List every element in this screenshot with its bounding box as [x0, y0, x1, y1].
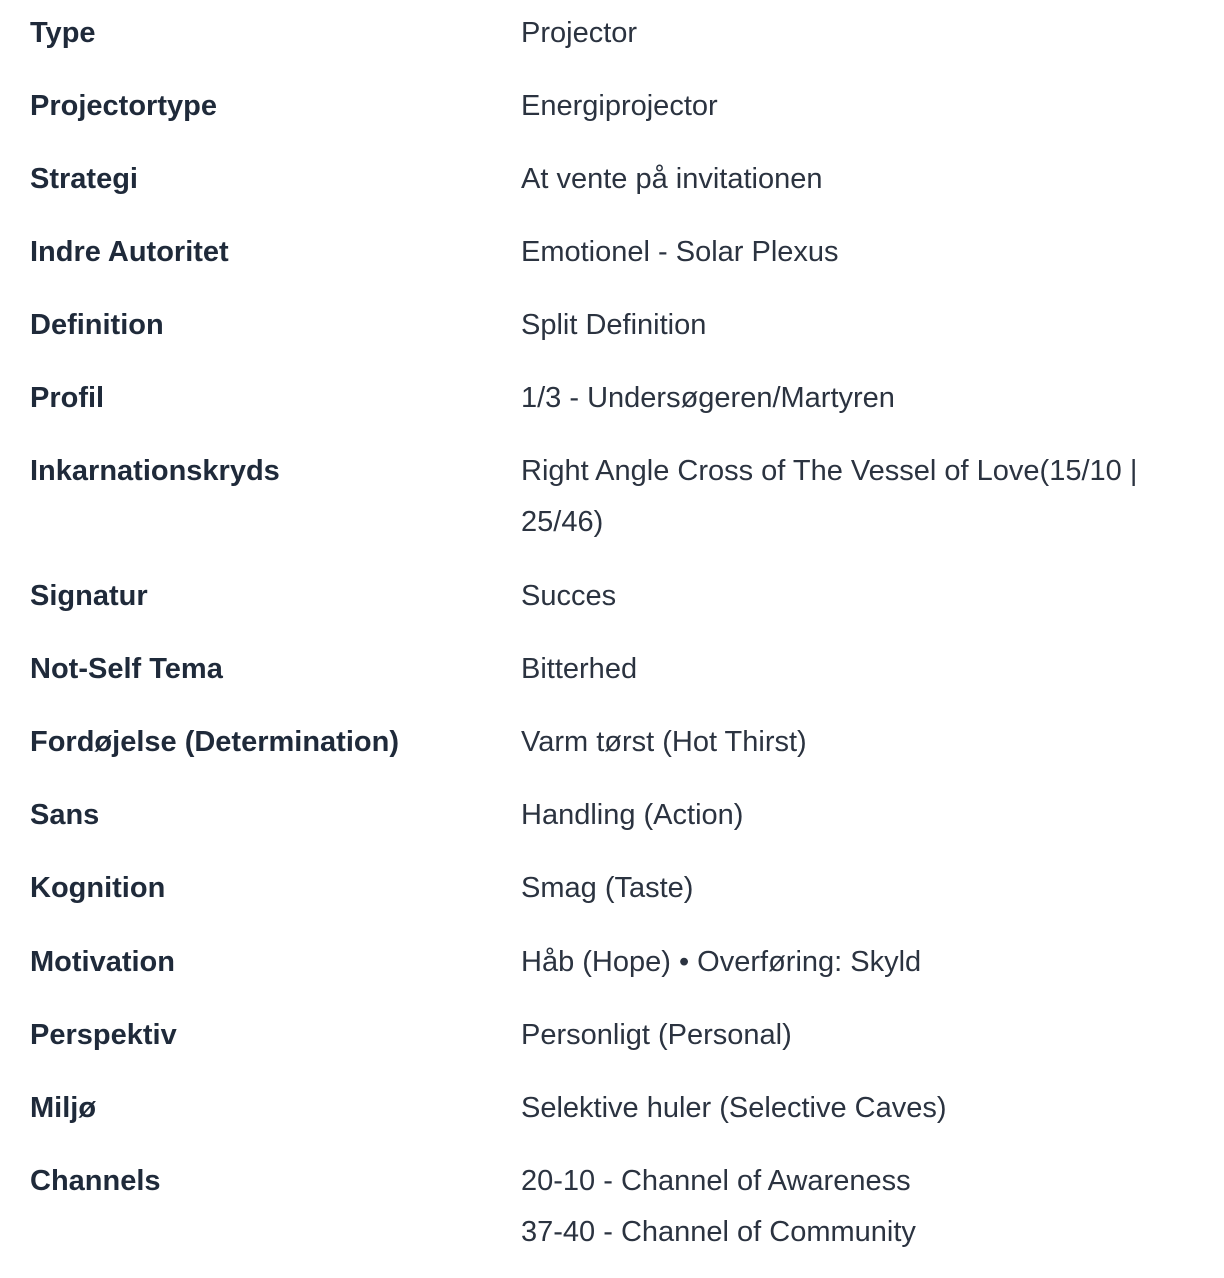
row-value: At vente på invitationen: [521, 163, 823, 195]
row-value: Bitterhed: [521, 653, 638, 685]
row-value: Personligt (Personal): [521, 1019, 792, 1051]
row-label: Indre Autoritet: [30, 236, 229, 268]
row-value: Energiprojector: [521, 90, 718, 122]
row-label: Inkarnationskryds: [30, 455, 280, 487]
row-value: Handling (Action): [521, 799, 744, 831]
row-label: Profil: [30, 382, 105, 414]
row-label: Type: [30, 17, 96, 49]
row-value: Smag (Taste): [521, 872, 694, 904]
row-value-line: Right Angle Cross of The Vessel of Love(15/10 |: [521, 455, 1138, 487]
row-label: Motivation: [30, 946, 175, 978]
row-value: 1/3 - Undersøgeren/Martyren: [521, 382, 895, 414]
row-value-line: 37-40 - Channel of Community: [521, 1216, 916, 1248]
row-value-line: 25/46): [521, 506, 604, 538]
row-label: Definition: [30, 309, 164, 341]
row-value: Succes: [521, 580, 617, 612]
row-value: [521, 1156, 1211, 1258]
row-value: Projector: [521, 17, 638, 49]
row-label: Fordøjelse (Determination): [30, 726, 399, 758]
row-label: Strategi: [30, 163, 138, 195]
row-label: Kognition: [30, 872, 166, 904]
row-label: Channels: [30, 1165, 161, 1197]
row-value: Split Definition: [521, 309, 707, 341]
row-label: Not-Self Tema: [30, 653, 223, 685]
row-label: Sans: [30, 799, 100, 831]
row-value: [521, 446, 1211, 548]
row-label: Perspektiv: [30, 1019, 177, 1051]
row-label: Signatur: [30, 580, 148, 612]
row-label: Miljø: [30, 1092, 97, 1124]
row-value: Håb (Hope) • Overføring: Skyld: [521, 946, 922, 978]
row-value-line: 20-10 - Channel of Awareness: [521, 1165, 911, 1197]
row-value: Emotionel - Solar Plexus: [521, 236, 839, 268]
row-value: Selektive huler (Selective Caves): [521, 1092, 947, 1124]
row-label: Projectortype: [30, 90, 217, 122]
row-value: Varm tørst (Hot Thirst): [521, 726, 807, 758]
